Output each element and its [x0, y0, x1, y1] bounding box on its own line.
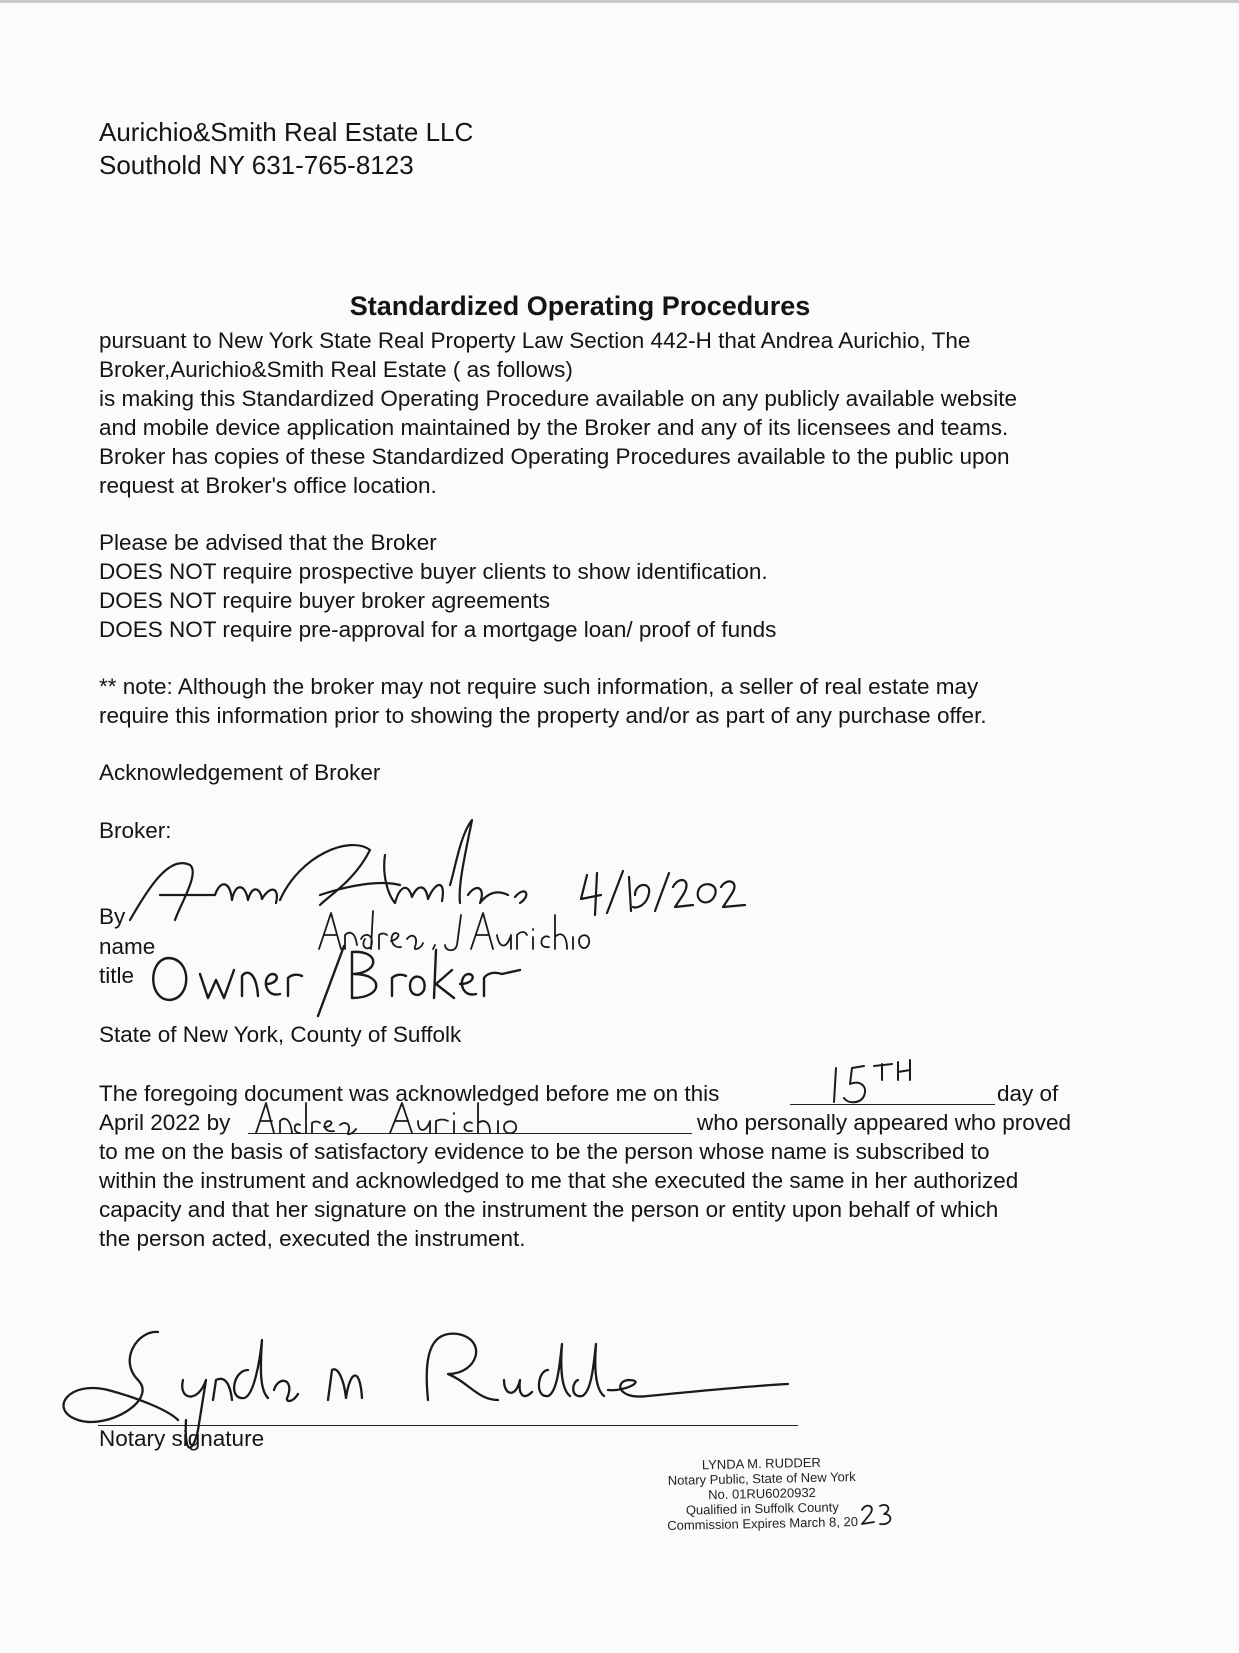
- by-label: By: [99, 904, 126, 929]
- acknowledgement-heading: Acknowledgement of Broker: [99, 760, 381, 785]
- notary-signature-label: Notary signature: [99, 1426, 265, 1451]
- notary-paragraph-line: day of: [997, 1081, 1059, 1106]
- handwritten-acknowledged-name: [252, 1099, 542, 1139]
- stamp-name: LYNDA M. RUDDER: [701, 1454, 821, 1473]
- handwritten-day: [830, 1058, 940, 1114]
- company-address-phone: Southold NY 631-765-8123: [99, 150, 414, 180]
- document-title: Standardized Operating Procedures: [349, 291, 811, 321]
- intro-line: is making this Standardized Operating Procedure available on any publicly available website: [99, 386, 1018, 411]
- advisory-line: Please be advised that the Broker: [99, 530, 437, 555]
- title-label: title: [99, 963, 135, 988]
- notary-paragraph-line: to me on the basis of satisfactory evidence to be the person whose name is subscribed to: [99, 1139, 990, 1164]
- stamp-line: No. 01RU6020932: [707, 1484, 816, 1503]
- state-county: State of New York, County of Suffolk: [99, 1022, 462, 1047]
- handwritten-title: [148, 940, 528, 1020]
- stamp-line: Qualified in Suffolk County: [685, 1499, 839, 1518]
- company-name: Aurichio&Smith Real Estate LLC: [99, 117, 474, 147]
- notary-paragraph-line: capacity and that her signature on the instrument the person or entity upon behalf of which: [99, 1197, 999, 1222]
- notary-paragraph-line: The foregoing document was acknowledged before me on this: [99, 1081, 720, 1106]
- intro-line: Broker has copies of these Standardized Operating Procedures available to the public upon: [99, 444, 1010, 469]
- broker-label: Broker:: [99, 818, 172, 843]
- intro-line: Broker,Aurichio&Smith Real Estate ( as follows): [99, 357, 573, 382]
- note-line: ** note: Although the broker may not require such information, a seller of real estate may: [99, 674, 979, 699]
- advisory-line: DOES NOT require buyer broker agreements: [99, 588, 551, 613]
- handwritten-date: [575, 865, 755, 925]
- intro-line: pursuant to New York State Real Property Law Section 442-H that Andrea Aurichio, The: [99, 328, 971, 353]
- notary-paragraph-line: within the instrument and acknowledged to me that she executed the same in her authorized: [99, 1168, 1019, 1193]
- note-line: require this information prior to showing the property and/or as part of any purchase offer.: [99, 703, 987, 728]
- advisory-line: DOES NOT require prospective buyer clients to show identification.: [99, 559, 768, 584]
- notary-paragraph-line: April 2022 by: [99, 1110, 231, 1135]
- notary-signature: [48, 1320, 808, 1470]
- intro-line: and mobile device application maintained by the Broker and any of its licensees and teams.: [99, 415, 1009, 440]
- stamp-line: Notary Public, State of New York: [667, 1469, 856, 1488]
- name-label: name: [99, 934, 156, 959]
- handwritten-commission-year: [858, 1500, 898, 1530]
- intro-line: request at Broker's office location.: [99, 473, 437, 498]
- notary-paragraph-line: who personally appeared who proved: [697, 1110, 1071, 1135]
- notary-paragraph-line: the person acted, executed the instrument.: [99, 1226, 526, 1251]
- advisory-line: DOES NOT require pre-approval for a mortgage loan/ proof of funds: [99, 617, 777, 642]
- stamp-line: Commission Expires March 8, 20: [667, 1513, 859, 1533]
